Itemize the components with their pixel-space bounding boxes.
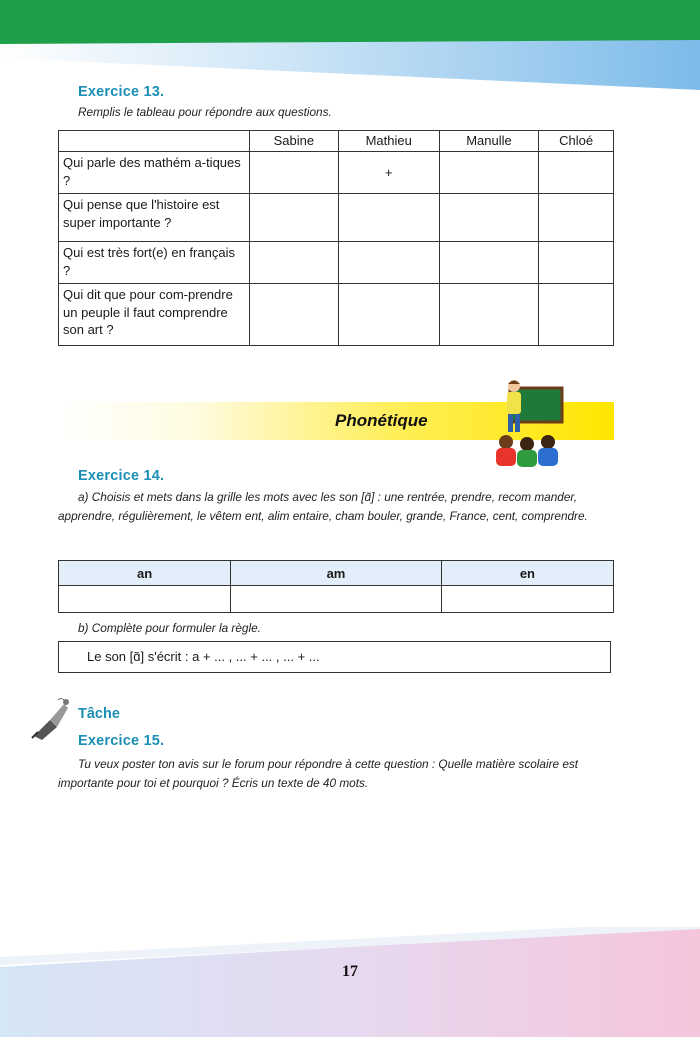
header-manulle: Manulle (439, 131, 538, 152)
exercise-13-table (58, 130, 614, 346)
table-row (59, 284, 614, 346)
top-decorative-band (0, 0, 700, 90)
question-cell: Qui parle des mathém a-tiques ? (59, 152, 250, 194)
answer-cell[interactable] (539, 194, 614, 242)
answer-cell[interactable] (338, 242, 439, 284)
answer-cell[interactable] (250, 152, 339, 194)
header-mathieu: Mathieu (338, 131, 439, 152)
writing-hand-icon (30, 696, 74, 742)
rule-box[interactable] (58, 641, 611, 673)
answer-cell[interactable] (250, 284, 339, 346)
answer-cell[interactable] (59, 586, 231, 613)
answer-cell[interactable] (250, 194, 339, 242)
grid-header-row (59, 561, 614, 586)
bottom-decorative-band (0, 927, 700, 1037)
answer-cell[interactable] (250, 242, 339, 284)
table-header-row (59, 131, 614, 152)
header-chloe: Chloé (539, 131, 614, 152)
exercise-14-grid (58, 560, 614, 613)
exercise-14-instruction-a: a) Choisis et mets dans la grille les mots avec les son [ɑ̃] : une rentrée, prendre, recom mander, apprendre, régulièrement, le vêtem ent, alim entaire, cham bouler, grande, France, cent, comprendre. (58, 490, 588, 523)
column-en: en (441, 561, 613, 586)
answer-cell[interactable] (338, 194, 439, 242)
answer-cell[interactable] (439, 152, 538, 194)
header-empty (59, 131, 250, 152)
answer-cell[interactable] (231, 586, 442, 613)
answer-cell[interactable] (539, 284, 614, 346)
answer-cell[interactable] (539, 242, 614, 284)
grid-answer-row (59, 586, 614, 613)
exercise-15-instruction: Tu veux poster ton avis sur le forum pour répondre à cette question : Quelle matière scolaire est importante pour toi et pourquoi ? Écris un texte de 40 mots. (58, 757, 579, 790)
exercise-14-instruction-b: b) Complète pour formuler la règle. (78, 621, 261, 635)
answer-cell[interactable]: + (338, 152, 439, 194)
question-cell: Qui pense que l'histoire est super importante ? (59, 194, 250, 242)
column-am: am (231, 561, 442, 586)
question-cell: Qui est très fort(e) en français ? (59, 242, 250, 284)
question-cell: Qui dit que pour com-prendre un peuple il faut comprendre son art ? (59, 284, 250, 346)
rule-text: Le son [ɑ̃] s'écrit : a + ... , ... + ... , ... + ... (87, 649, 320, 664)
answer-cell[interactable] (439, 194, 538, 242)
answer-cell[interactable] (441, 586, 613, 613)
section-title: Phonétique (335, 411, 428, 430)
classroom-illustration (488, 378, 568, 470)
answer-cell[interactable] (338, 284, 439, 346)
column-an: an (59, 561, 231, 586)
answer-cell[interactable] (539, 152, 614, 194)
header-sabine: Sabine (250, 131, 339, 152)
table-row (59, 242, 614, 284)
exercise-15-title: Exercice 15. (78, 733, 165, 749)
answer-cell[interactable] (439, 284, 538, 346)
table-row (59, 152, 614, 194)
exercise-13-title: Exercice 13. (78, 84, 165, 100)
exercise-14-title: Exercice 14. (78, 468, 165, 484)
table-row (59, 194, 614, 242)
task-label: Tâche (78, 706, 120, 722)
page-number: 17 (342, 963, 358, 980)
exercise-13-instruction: Remplis le tableau pour répondre aux questions. (78, 105, 332, 119)
answer-cell[interactable] (439, 242, 538, 284)
